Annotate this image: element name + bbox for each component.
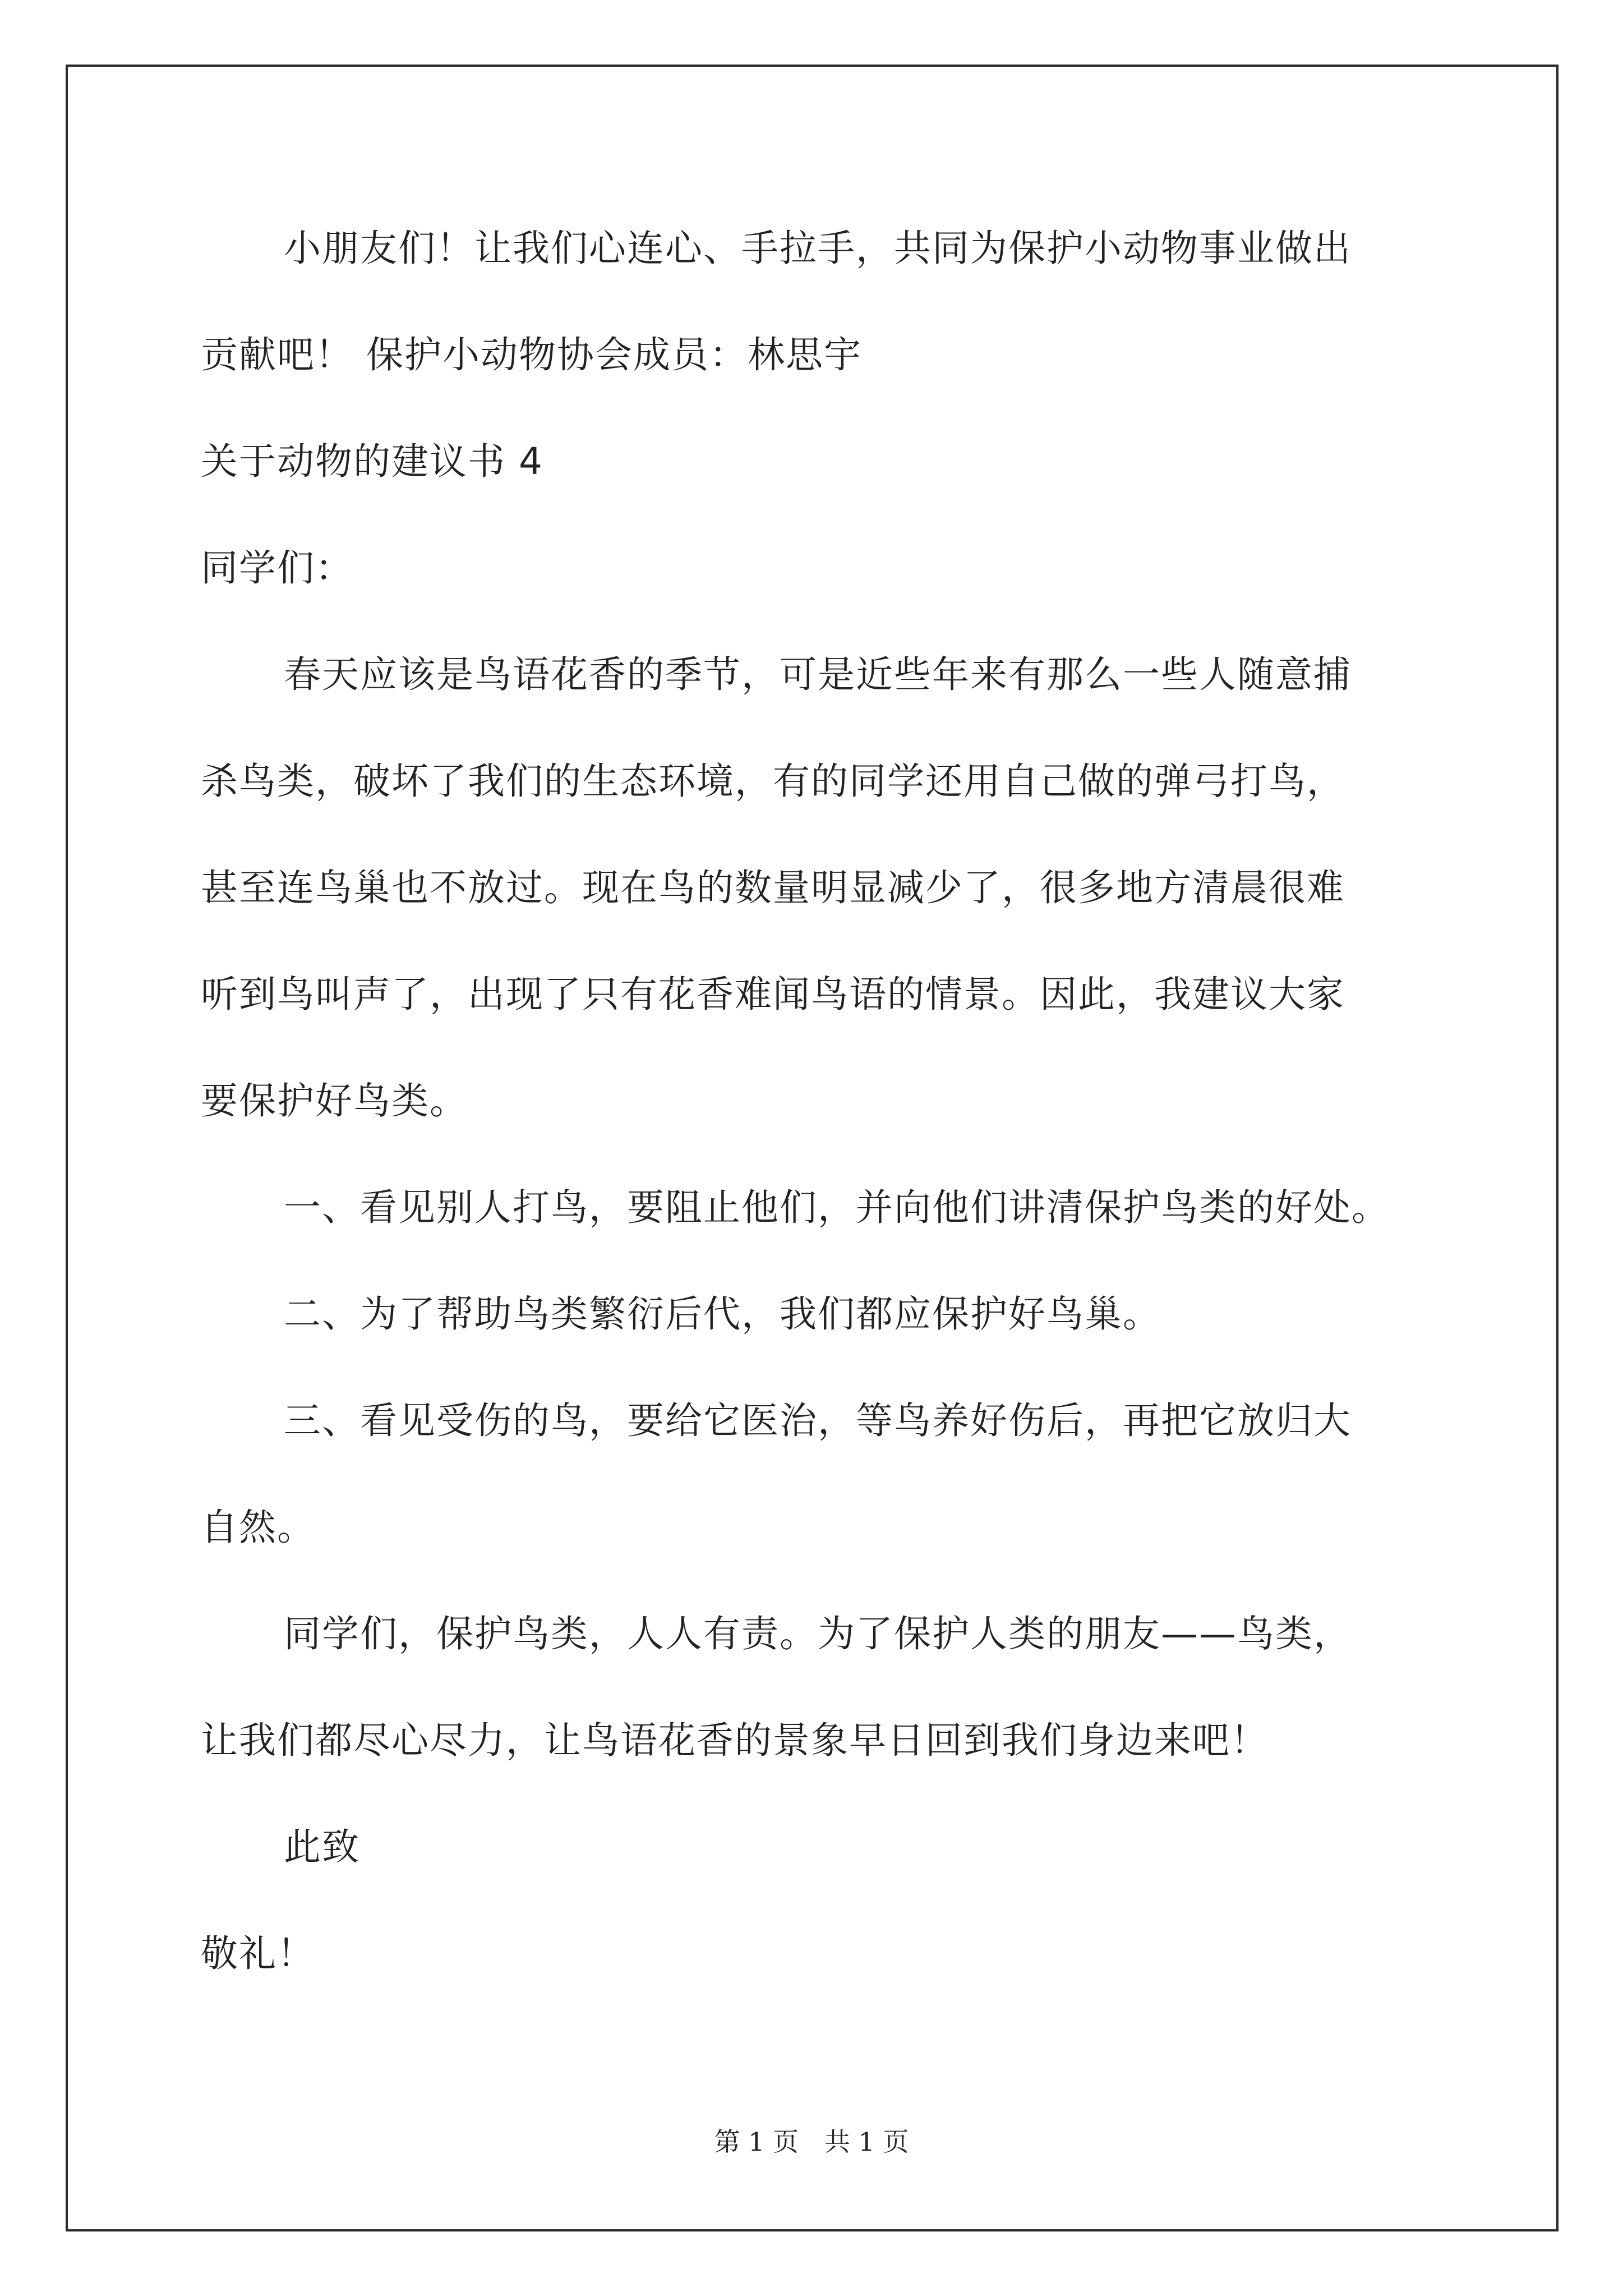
paragraph-line: 听到鸟叫声了，出现了只有花香难闻鸟语的情景。因此，我建议大家 (201, 973, 1345, 1016)
page-footer: 第 1 页 共 1 页 (714, 2127, 909, 2157)
paragraph-line: 小朋友们！让我们心连心、手拉手，共同为保护小动物事业做出 (284, 227, 1352, 270)
closing-line: 此致 (284, 1825, 360, 1869)
paragraph-line: 杀鸟类，破坏了我们的生态环境，有的同学还用自己做的弹弓打鸟， (201, 760, 1345, 803)
paragraph-line: 甚至连鸟巢也不放过。现在鸟的数量明显减少了，很多地方清晨很难 (201, 866, 1345, 909)
paragraph-line: 自然。 (201, 1506, 315, 1549)
paragraph-line: 让我们都尽心尽力，让鸟语花香的景象早日回到我们身边来吧！ (201, 1719, 1269, 1762)
suggestion-item: 三、看见受伤的鸟，要给它医治，等鸟养好伤后，再把它放归大 (284, 1399, 1352, 1442)
page-border (66, 65, 1559, 2231)
salutation: 同学们： (201, 546, 353, 590)
paragraph-line: 同学们，保护鸟类，人人有责。为了保护人类的朋友——鸟类， (284, 1612, 1352, 1655)
paragraph-line: 贡献吧！ 保护小动物协会成员：林思宇 (201, 333, 862, 376)
paragraph-line: 春天应该是鸟语花香的季节，可是近些年来有那么一些人随意捕 (284, 653, 1352, 696)
suggestion-item: 一、看见别人打鸟，要阻止他们，并向他们讲清保护鸟类的好处。 (284, 1186, 1390, 1229)
paragraph-line: 要保护好鸟类。 (201, 1079, 468, 1122)
section-title: 关于动物的建议书 4 (201, 440, 543, 483)
closing-line: 敬礼！ (201, 1932, 315, 1975)
suggestion-item: 二、为了帮助鸟类繁衍后代，我们都应保护好鸟巢。 (284, 1292, 1161, 1336)
